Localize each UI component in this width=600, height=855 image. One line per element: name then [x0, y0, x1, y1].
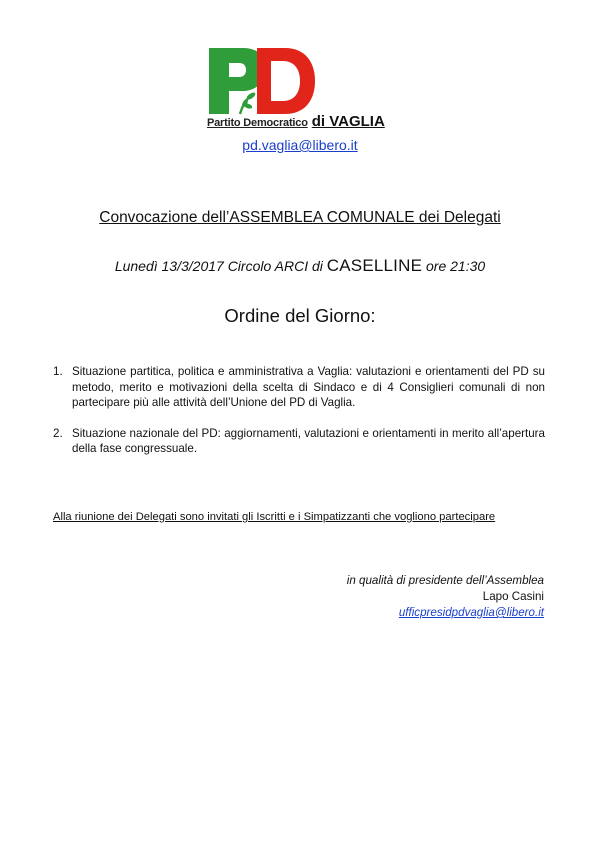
agenda-item-text: Situazione nazionale del PD: aggiornamenti, valutazioni e orientamenti in merito all’apertura della fase congressuale.: [72, 426, 545, 455]
event-place: CASELLINE: [326, 256, 423, 275]
event-date: Lunedì 13/3/2017 Circolo ARCI di: [114, 258, 323, 274]
agenda-item: [53, 426, 545, 457]
agenda-item-number: 2.: [53, 426, 63, 440]
document-title: Convocazione dell’ASSEMBLEA COMUNALE dei Delegati: [99, 209, 501, 226]
agenda-title: Ordine del Giorno:: [224, 305, 376, 326]
pd-logo-icon: [207, 46, 317, 116]
event-time: ore 21:30: [426, 258, 486, 274]
organization-line: [207, 113, 385, 130]
agenda-item-text: Situazione partitica, politica e amministrativa a Vaglia: valutazioni e orientamenti del PD su metodo, merito e motivazioni della scelta di Sindaco e di 4 Consiglieri comunali di non partecipare più alle attività dell’Unione del PD di Vaglia.: [72, 365, 545, 409]
signature-role: in qualità di presidente dell’Assemblea: [346, 574, 544, 587]
agenda-item: [53, 364, 545, 411]
signature-block: [347, 573, 544, 621]
signature-email-link[interactable]: ufficpresidpdvaglia@libero.it: [398, 606, 544, 619]
party-section: di VAGLIA: [311, 113, 385, 130]
pd-logo: [207, 46, 317, 116]
agenda-list: [53, 364, 545, 472]
invitation-note: Alla riunione dei Delegati sono invitati gli Iscritti e i Simpatizzanti che vogliono partecipare: [53, 511, 496, 523]
signature-name: Lapo Casini: [482, 590, 544, 603]
party-name: Partito Democratico: [207, 117, 308, 129]
event-details: [0, 256, 600, 276]
section-email-link[interactable]: pd.vaglia@libero.it: [242, 137, 358, 153]
agenda-item-number: 1.: [53, 365, 63, 378]
